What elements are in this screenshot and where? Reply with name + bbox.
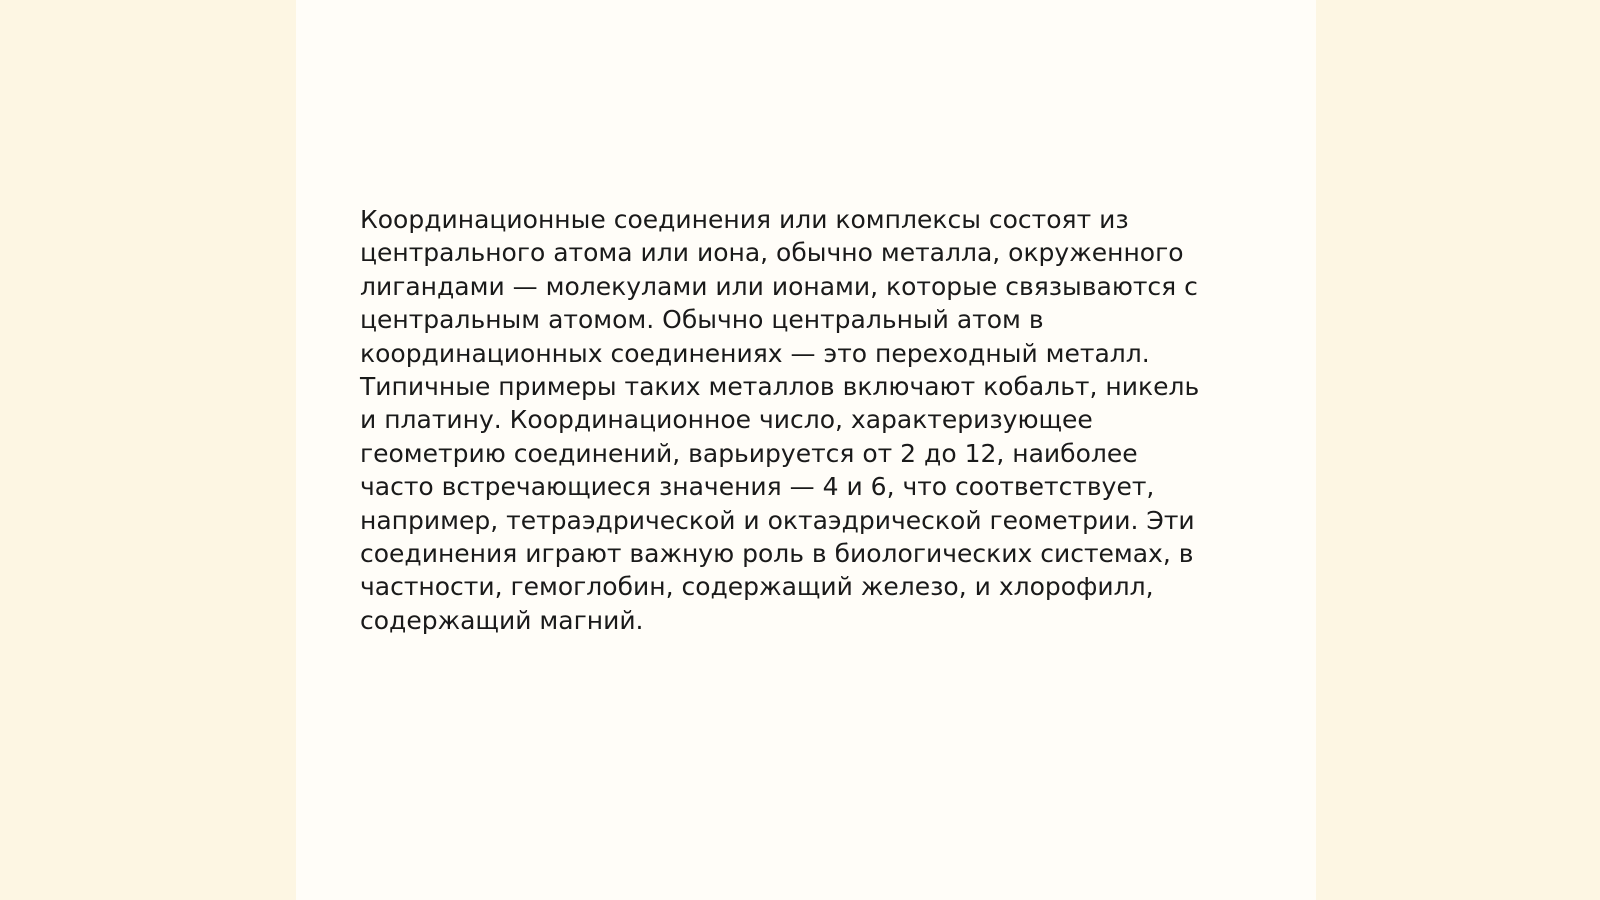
body-paragraph: Координационные соединения или комплексы состоят из центрального атома или иона, обычно металла, окруженного лигандами — молекулами или ионами, которые связываются с центральным атомом. Обычно центральный атом в координационных соединениях — это переходный металл. Типичные примеры таких металлов включают кобальт, никель и платину. Координационное число, характеризующее геометрию соединений, варьируется от 2 до 12, наиболее часто встречающиеся значения — 4 и 6, что соответствует, например, тетраэдрической и октаэдрической геометрии. Эти соединения играют важную роль в биологических системах, в частности, гемоглобин, содержащий железо, и хлорофилл, содержащий магний.	[360, 205, 1200, 635]
document-page	[296, 0, 1316, 900]
